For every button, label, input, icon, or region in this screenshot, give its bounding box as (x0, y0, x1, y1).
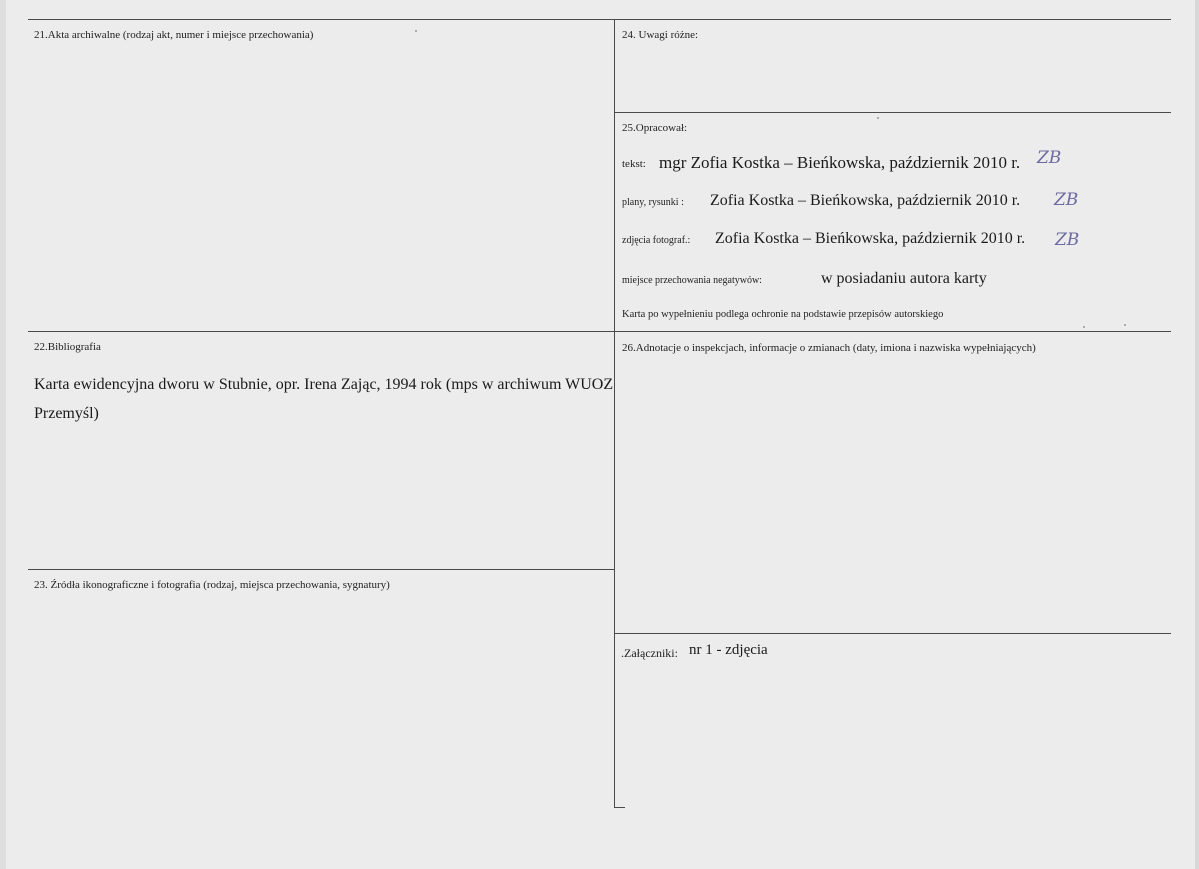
top-border (28, 19, 1171, 20)
divider-row-2 (28, 331, 1171, 332)
plany-value: Zofia Kostka – Bieńkowska, październik 2010 r. (710, 192, 1021, 209)
miejsce-value: w posiadaniu autora karty (821, 270, 987, 287)
uwagi-label: 24. Uwagi różne: (622, 29, 699, 41)
miejsce-label: miejsce przechowania negatywów: (622, 275, 762, 286)
scan-speck (415, 30, 417, 32)
middle-divider (614, 19, 615, 808)
zdjecia-label: zdjęcia fotograf.: (622, 235, 691, 246)
tekst-label: tekst: (622, 158, 646, 170)
scan-speck (1124, 324, 1126, 326)
adnotacje-label: 26.Adnotacje o inspekcjach, informacje o zmianach (daty, imiona i nazwiska wypełniających) (622, 342, 1036, 354)
opracowal-label: 25.Opracował: (622, 122, 688, 134)
divider-adnotacje-zalaczniki (614, 633, 1171, 634)
zalaczniki-value: nr 1 - zdjęcia (689, 642, 768, 658)
bibliografia-label: 22.Bibliografia (34, 341, 101, 353)
tekst-value: mgr Zofia Kostka – Bieńkowska, październik 2010 r. (659, 153, 1021, 172)
divider-bibliografia-zrodla (28, 569, 614, 570)
scan-speck (877, 117, 879, 119)
initials-signature-1: ZB (1037, 148, 1062, 168)
paper-right-edge (1195, 0, 1199, 869)
paper-left-edge (0, 0, 6, 869)
zrodla-ikonograficzne-label: 23. Źródła ikonograficzne i fotografia (rodzaj, miejsca przechowania, sygnatury) (34, 579, 390, 591)
bibliografia-text: Karta ewidencyjna dworu w Stubnie, opr. Irena Zając, 1994 rok (mps w archiwum WUOZ Przemyśl) (34, 376, 614, 422)
akta-archiwalne-label: 21.Akta archiwalne (rodzaj akt, numer i miejsce przechowania) (34, 29, 314, 41)
scan-speck (1083, 326, 1085, 328)
zdjecia-value: Zofia Kostka – Bieńkowska, październik 2010 r. (715, 230, 1026, 247)
initials-signature-3: ZB (1055, 230, 1080, 250)
divider-uwagi-opracowal (614, 112, 1171, 113)
copyright-note: Karta po wypełnieniu podlega ochronie na podstawie przepisów autorskiego (622, 309, 944, 320)
bottom-tick (614, 807, 625, 808)
initials-signature-2: ZB (1054, 190, 1079, 210)
plany-label: plany, rysunki : (622, 197, 684, 208)
zalaczniki-label: .Załączniki: (621, 646, 678, 660)
